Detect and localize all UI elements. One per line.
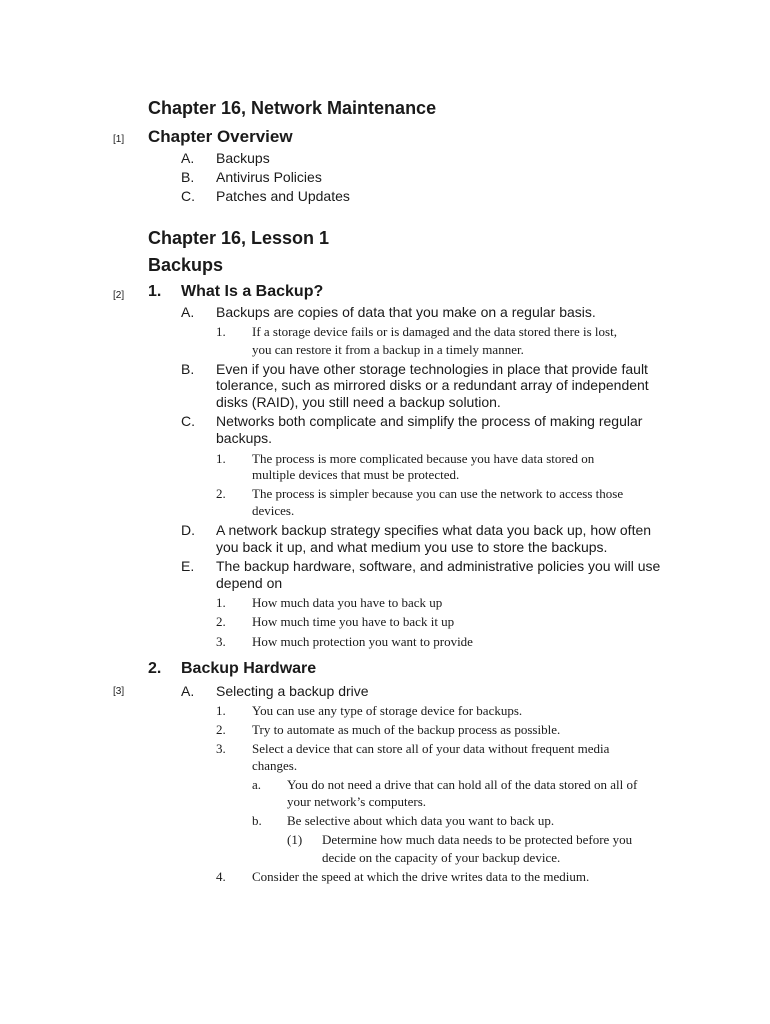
section-number: 2. xyxy=(148,660,162,677)
section-number: 1. xyxy=(148,283,162,300)
overview-marker: C. xyxy=(181,188,195,204)
subitem-text: The process is more complicated because you have data stored on xyxy=(252,451,595,466)
subitem-marker: 1. xyxy=(216,451,226,466)
section-heading: What Is a Backup? xyxy=(181,283,324,300)
subitem-text: How much time you have to back it up xyxy=(252,614,455,629)
subitem-text: If a storage device fails or is damaged and the data stored there is lost, xyxy=(252,324,617,339)
subitem-marker: 3. xyxy=(216,741,226,756)
subsubitem-text: your network’s computers. xyxy=(287,794,427,809)
subitem-text: How much data you have to back up xyxy=(252,595,443,610)
overview-marker: B. xyxy=(181,169,195,185)
overview-item: Patches and Updates xyxy=(216,188,350,204)
item-text: disks (RAID), you still need a backup solution. xyxy=(216,394,501,410)
item-text: tolerance, such as mirrored disks or a redundant array of independent xyxy=(216,377,649,393)
item-text: A network backup strategy specifies what data you back up, how often xyxy=(216,522,652,538)
subitem-marker: 2. xyxy=(216,722,226,737)
subitem-text: Select a device that can store all of your data without frequent media xyxy=(252,741,610,756)
subitem-marker: 1. xyxy=(216,324,226,339)
subitem-text: How much protection you want to provide xyxy=(252,634,473,649)
overview-item: Antivirus Policies xyxy=(216,169,322,185)
subitem-marker: 4. xyxy=(216,869,226,884)
subsubitem-text: Be selective about which data you want to back up. xyxy=(287,813,555,828)
item-marker: A. xyxy=(181,683,195,699)
item-text: Even if you have other storage technologies in place that provide fault xyxy=(216,361,648,377)
lesson-subtitle: Backups xyxy=(148,255,224,275)
subitem-marker: 2. xyxy=(216,486,226,501)
subitem-text: Consider the speed at which the drive writes data to the medium. xyxy=(252,869,590,884)
item-text: Backups are copies of data that you make on a regular basis. xyxy=(216,304,596,320)
subitem-text: You can use any type of storage device for backups. xyxy=(252,703,523,718)
page-title: Chapter 16, Network Maintenance xyxy=(148,98,437,118)
item-text: Selecting a backup drive xyxy=(216,683,369,699)
item-text: Networks both complicate and simplify the process of making regular xyxy=(216,413,643,429)
lesson-title: Chapter 16, Lesson 1 xyxy=(148,228,330,248)
subsubitem-marker: b. xyxy=(252,813,262,828)
subitem-text: The process is simpler because you can use the network to access those xyxy=(252,486,624,501)
item-text: depend on xyxy=(216,575,283,591)
item-marker: A. xyxy=(181,304,195,320)
item-marker: C. xyxy=(181,413,195,429)
subitem-marker: 3. xyxy=(216,634,226,649)
level5-text: Determine how much data needs to be protected before you xyxy=(322,832,633,847)
item-text: you back it up, and what medium you use to store the backups. xyxy=(216,539,608,555)
level5-text: decide on the capacity of your backup device. xyxy=(322,850,561,865)
item-marker: B. xyxy=(181,361,195,377)
subitem-text: devices. xyxy=(252,503,295,518)
subsubitem-marker: a. xyxy=(252,777,262,792)
item-marker: D. xyxy=(181,522,195,538)
subitem-marker: 2. xyxy=(216,614,226,629)
side-note-3: [3] xyxy=(113,686,125,697)
overview-marker: A. xyxy=(181,150,195,166)
level5-marker: (1) xyxy=(287,832,303,847)
overview-heading: Chapter Overview xyxy=(148,127,293,146)
side-note-1: [1] xyxy=(113,134,125,145)
subitem-marker: 1. xyxy=(216,703,226,718)
item-text: backups. xyxy=(216,430,273,446)
subitem-text: you can restore it from a backup in a timely manner. xyxy=(252,342,524,357)
subitem-marker: 1. xyxy=(216,595,226,610)
subitem-text: changes. xyxy=(252,758,298,773)
item-marker: E. xyxy=(181,558,195,574)
item-text: The backup hardware, software, and administrative policies you will use xyxy=(216,558,661,574)
side-note-2: [2] xyxy=(113,290,125,301)
section-heading: Backup Hardware xyxy=(181,660,317,677)
subitem-text: multiple devices that must be protected. xyxy=(252,467,460,482)
overview-item: Backups xyxy=(216,150,270,166)
subitem-text: Try to automate as much of the backup process as possible. xyxy=(252,722,561,737)
subsubitem-text: You do not need a drive that can hold all of the data stored on all of xyxy=(287,777,638,792)
